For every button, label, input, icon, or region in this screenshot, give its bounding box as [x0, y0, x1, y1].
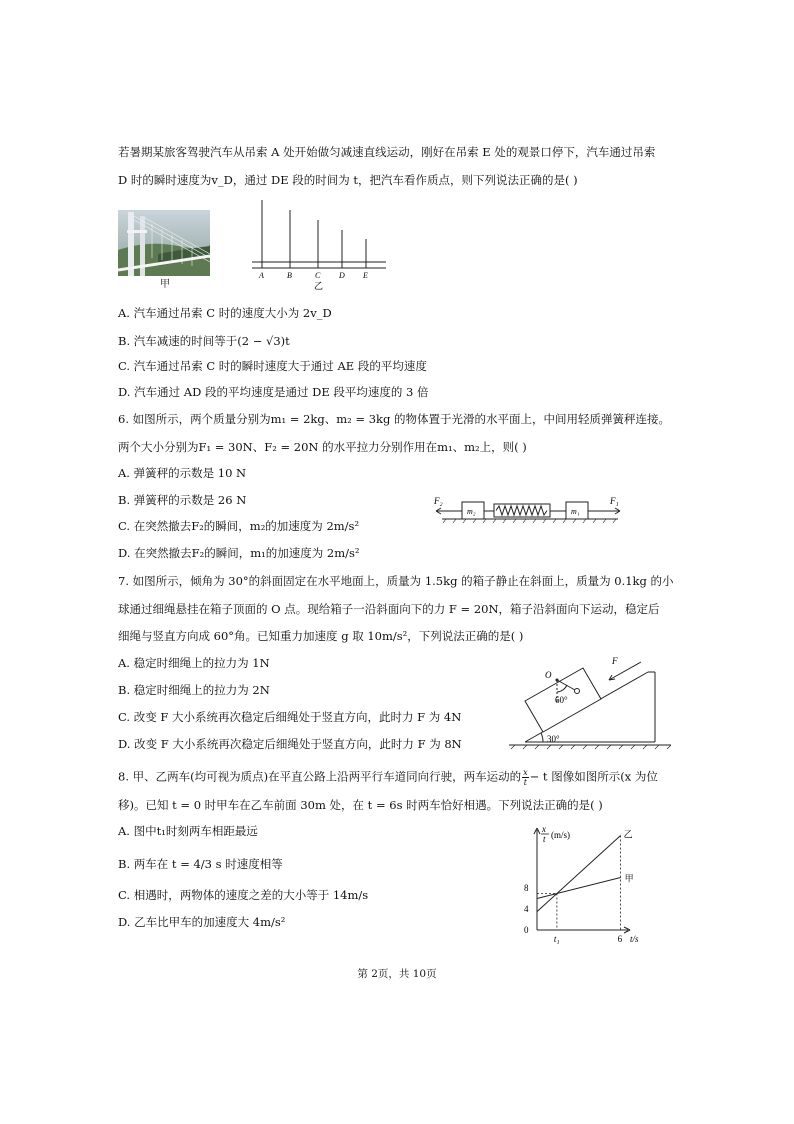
q5-option-c: C. 汽车通过吊索 C 时的瞬时速度大于通过 AE 段的平均速度	[118, 359, 427, 373]
q7-option-a: A. 稳定时细绳上的拉力为 1N	[118, 656, 270, 670]
q8-option-b: B. 两车在 t = 4/3 s 时速度相等	[118, 857, 283, 871]
frac-num: x	[523, 768, 528, 777]
q8-stem-line1	[118, 768, 658, 787]
series-label-yi: 乙	[623, 829, 633, 840]
q6-option-b: B. 弹簧秤的示数是 26 N	[118, 493, 247, 507]
bridge-photo	[118, 210, 210, 276]
q5-option-a: A. 汽车通过吊索 C 时的速度大小为 2v_D	[118, 306, 332, 320]
f2-label: F₂	[434, 496, 443, 506]
photo-caption: 甲	[160, 279, 170, 290]
m1-label: m₁	[571, 507, 580, 516]
q6-option-a: A. 弹簧秤的示数是 10 N	[118, 466, 247, 480]
q6-option-c: C. 在突然撤去F₂的瞬间，m₂的加速度为 2m/s²	[118, 519, 360, 533]
y-axis-frac-num: x	[542, 824, 546, 834]
cable-label-c: C	[315, 271, 321, 280]
x-over-t-fraction	[522, 768, 529, 787]
q8-option-a: A. 图中t₁时刻两车相距最远	[118, 824, 258, 838]
x-axis-label: t/s	[630, 934, 639, 944]
incline-angle-label: 30°	[547, 734, 560, 744]
cable-label-d: D	[339, 271, 345, 280]
cable-label-a: A	[259, 271, 264, 280]
q5-option-d: D. 汽车通过 AD 段的平均速度是通过 DE 段平均速度的 3 倍	[118, 385, 429, 399]
incline-diagram	[505, 650, 675, 750]
series-label-jia: 甲	[624, 873, 634, 884]
q5-option-b: B. 汽车减速的时间等于(2 − √3)t	[118, 334, 290, 348]
point-o-label: O	[545, 670, 552, 680]
q8-option-c: C. 相遇时，两物体的速度之差的大小等于 14m/s	[118, 888, 369, 902]
diagram-caption: 乙	[314, 281, 324, 290]
q7-stem-line1: 7. 如图所示，倾角为 30°的斜面固定在水平地面上，质量为 1.5kg 的箱子静止在斜面上，质量为 0.1kg 的小	[118, 574, 674, 588]
rope-angle-label: 60°	[555, 695, 568, 705]
cable-label-b: B	[287, 271, 292, 280]
frac-den: t	[523, 778, 527, 787]
m2-label: m₂	[467, 507, 476, 516]
q7-option-c: C. 改变 F 大小系统再次稳定后细绳处于竖直方向，此时力 F 为 4N	[118, 710, 462, 724]
cable-diagram	[250, 198, 390, 290]
q8-stem-part1: 8. 甲、乙两车(均可视为质点)在平直公路上沿两平行车道同向行驶，两车运动的	[118, 769, 522, 784]
q6-option-d: D. 在突然撤去F₂的瞬间，m₁的加速度为 2m/s²	[118, 546, 360, 560]
q8-option-d: D. 乙车比甲车的加速度大 4m/s²	[118, 915, 286, 929]
x-tick-t1: t₁	[553, 934, 560, 944]
series-line-jia	[537, 878, 621, 899]
x-tick-6: 6	[617, 934, 623, 944]
y-tick-8: 8	[524, 883, 529, 893]
q8-stem-line2: 移)。已知 t = 0 时甲车在乙车前面 30m 处，在 t = 6s 时两车恰好相遇。下列说法正确的是( )	[118, 798, 603, 812]
q6-stem-line1: 6. 如图所示，两个质量分别为m₁ = 2kg、m₂ = 3kg 的物体置于光滑的水平面上，中间用轻质弹簧秤连接。	[118, 412, 670, 426]
q5-stem-line1: 若暑期某旅客驾驶汽车从吊索 A 处开始做匀减速直线运动，刚好在吊索 E 处的观景口停下，汽车通过吊索	[118, 145, 656, 159]
spring-mass-diagram	[432, 494, 632, 528]
cable-label-e: E	[363, 271, 368, 280]
q6-stem-line2: 两个大小分别为F₁ = 30N、F₂ = 20N 的水平拉力分别作用在m₁、m₂上，则( )	[118, 440, 527, 454]
q5-stem-line2: D 时的瞬时速度为v_D，通过 DE 段的时间为 t，把汽车看作质点，则下列说法正确的是( )	[118, 173, 578, 187]
q7-option-d: D. 改变 F 大小系统再次稳定后细绳处于竖直方向，此时力 F 为 8N	[118, 737, 462, 751]
xt-t-graph	[518, 822, 658, 950]
q7-stem-line3: 细绳与竖直方向成 60°角。已知重力加速度 g 取 10m/s²，下列说法正确的是( )	[118, 629, 524, 643]
q7-stem-line2: 球通过细绳悬挂在箱子顶面的 O 点。现给箱子一沿斜面向下的力 F = 20N，箱子沿斜面向下运动，稳定后	[118, 602, 660, 616]
f1-label: F₁	[610, 496, 619, 506]
q7-option-b: B. 稳定时细绳上的拉力为 2N	[118, 683, 270, 697]
y-tick-0: 0	[524, 925, 529, 935]
page-footer: 第 2页，共 10页	[357, 968, 437, 980]
y-axis-frac-den: t	[543, 834, 546, 844]
y-axis-unit: (m/s)	[551, 830, 570, 840]
y-tick-4: 4	[524, 904, 529, 914]
series-line-yi	[537, 836, 621, 912]
force-f-label: F	[612, 656, 618, 666]
q8-stem-part2: − t 图像如图所示(x 为位	[529, 769, 658, 784]
